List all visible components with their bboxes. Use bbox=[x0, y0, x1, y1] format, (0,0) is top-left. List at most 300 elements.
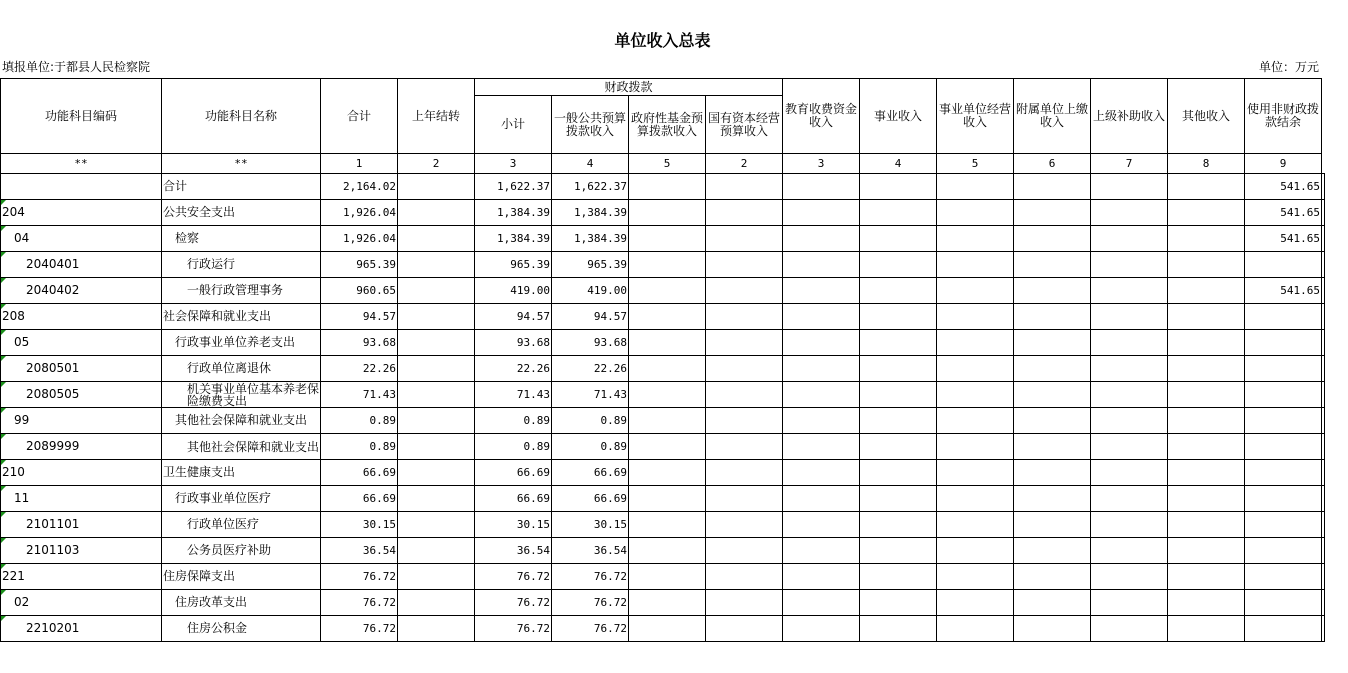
subtotal-cell[interactable]: 22.26 bbox=[475, 356, 552, 382]
affiliate-cell[interactable] bbox=[1014, 512, 1091, 538]
subtotal-cell[interactable]: 93.68 bbox=[475, 330, 552, 356]
business-cell[interactable] bbox=[860, 486, 937, 512]
general-budget-cell[interactable]: 1,384.39 bbox=[552, 200, 629, 226]
carry-cell[interactable] bbox=[398, 174, 475, 200]
empty-cell[interactable] bbox=[1168, 330, 1245, 356]
function-code-cell[interactable] bbox=[1, 174, 162, 200]
function-code-cell[interactable] bbox=[1, 252, 162, 278]
carry-cell[interactable] bbox=[398, 278, 475, 304]
edu-cell[interactable] bbox=[783, 278, 860, 304]
empty-cell[interactable] bbox=[1168, 174, 1245, 200]
affiliate-cell[interactable] bbox=[1014, 486, 1091, 512]
subtotal-cell[interactable]: 66.69 bbox=[475, 486, 552, 512]
superior-cell[interactable] bbox=[1091, 356, 1168, 382]
carry-cell[interactable] bbox=[398, 434, 475, 460]
operation-cell[interactable] bbox=[937, 278, 1014, 304]
state-capital-cell[interactable] bbox=[706, 174, 783, 200]
other-income-cell[interactable] bbox=[1245, 460, 1322, 486]
function-name-cell[interactable]: 卫生健康支出 bbox=[162, 460, 321, 486]
state-capital-cell[interactable] bbox=[706, 304, 783, 330]
operation-cell[interactable] bbox=[937, 590, 1014, 616]
gov-fund-cell[interactable] bbox=[629, 252, 706, 278]
operation-cell[interactable] bbox=[937, 486, 1014, 512]
other-income-cell[interactable] bbox=[1245, 590, 1322, 616]
subtotal-cell[interactable]: 1,622.37 bbox=[475, 174, 552, 200]
operation-cell[interactable] bbox=[937, 174, 1014, 200]
business-cell[interactable] bbox=[860, 512, 937, 538]
total-cell[interactable]: 0.89 bbox=[321, 408, 398, 434]
general-budget-cell[interactable]: 93.68 bbox=[552, 330, 629, 356]
function-name-cell[interactable]: 其他社会保障和就业支出 bbox=[162, 434, 321, 460]
carry-cell[interactable] bbox=[398, 486, 475, 512]
affiliate-cell[interactable] bbox=[1014, 564, 1091, 590]
edu-cell[interactable] bbox=[783, 356, 860, 382]
function-code-cell[interactable] bbox=[1, 304, 162, 330]
other-income-cell[interactable] bbox=[1245, 304, 1322, 330]
other-income-cell[interactable] bbox=[1245, 408, 1322, 434]
state-capital-cell[interactable] bbox=[706, 200, 783, 226]
state-capital-cell[interactable] bbox=[706, 460, 783, 486]
superior-cell[interactable] bbox=[1091, 590, 1168, 616]
edu-cell[interactable] bbox=[783, 174, 860, 200]
business-cell[interactable] bbox=[860, 434, 937, 460]
edu-cell[interactable] bbox=[783, 200, 860, 226]
carry-cell[interactable] bbox=[398, 304, 475, 330]
nonfiscal-cell[interactable] bbox=[1322, 356, 1325, 382]
carry-cell[interactable] bbox=[398, 200, 475, 226]
function-name-cell[interactable]: 行政事业单位养老支出 bbox=[162, 330, 321, 356]
business-cell[interactable] bbox=[860, 174, 937, 200]
nonfiscal-cell[interactable] bbox=[1322, 174, 1325, 200]
edu-cell[interactable] bbox=[783, 590, 860, 616]
function-name-cell[interactable]: 行政单位医疗 bbox=[162, 512, 321, 538]
affiliate-cell[interactable] bbox=[1014, 278, 1091, 304]
superior-cell[interactable] bbox=[1091, 252, 1168, 278]
nonfiscal-cell[interactable] bbox=[1322, 434, 1325, 460]
carry-cell[interactable] bbox=[398, 382, 475, 408]
function-code-cell[interactable] bbox=[1, 590, 162, 616]
function-code-cell[interactable] bbox=[1, 408, 162, 434]
edu-cell[interactable] bbox=[783, 330, 860, 356]
other-income-cell[interactable] bbox=[1245, 330, 1322, 356]
total-cell[interactable]: 1,926.04 bbox=[321, 200, 398, 226]
column-index-cell[interactable]: 3 bbox=[475, 154, 552, 174]
business-cell[interactable] bbox=[860, 278, 937, 304]
function-code-cell[interactable] bbox=[1, 512, 162, 538]
superior-cell[interactable] bbox=[1091, 330, 1168, 356]
business-cell[interactable] bbox=[860, 590, 937, 616]
function-name-cell[interactable]: 住房保障支出 bbox=[162, 564, 321, 590]
carry-cell[interactable] bbox=[398, 226, 475, 252]
function-name-cell[interactable]: 检察 bbox=[162, 226, 321, 252]
other-income-cell[interactable] bbox=[1245, 434, 1322, 460]
nonfiscal-cell[interactable] bbox=[1322, 538, 1325, 564]
gov-fund-cell[interactable] bbox=[629, 512, 706, 538]
subtotal-cell[interactable]: 30.15 bbox=[475, 512, 552, 538]
total-cell[interactable]: 76.72 bbox=[321, 616, 398, 642]
function-name-cell[interactable]: 机关事业单位基本养老保险缴费支出 bbox=[162, 382, 321, 408]
affiliate-cell[interactable] bbox=[1014, 538, 1091, 564]
edu-cell[interactable] bbox=[783, 434, 860, 460]
general-budget-cell[interactable]: 36.54 bbox=[552, 538, 629, 564]
empty-cell[interactable] bbox=[1168, 538, 1245, 564]
state-capital-cell[interactable] bbox=[706, 252, 783, 278]
nonfiscal-cell[interactable] bbox=[1322, 278, 1325, 304]
subtotal-cell[interactable]: 36.54 bbox=[475, 538, 552, 564]
column-index-cell[interactable]: 5 bbox=[629, 154, 706, 174]
gov-fund-cell[interactable] bbox=[629, 304, 706, 330]
gov-fund-cell[interactable] bbox=[629, 538, 706, 564]
state-capital-cell[interactable] bbox=[706, 330, 783, 356]
superior-cell[interactable] bbox=[1091, 200, 1168, 226]
affiliate-cell[interactable] bbox=[1014, 200, 1091, 226]
edu-cell[interactable] bbox=[783, 616, 860, 642]
state-capital-cell[interactable] bbox=[706, 434, 783, 460]
function-code-cell[interactable] bbox=[1, 330, 162, 356]
general-budget-cell[interactable]: 30.15 bbox=[552, 512, 629, 538]
total-cell[interactable]: 71.43 bbox=[321, 382, 398, 408]
general-budget-cell[interactable]: 66.69 bbox=[552, 460, 629, 486]
function-code-cell[interactable] bbox=[1, 564, 162, 590]
affiliate-cell[interactable] bbox=[1014, 408, 1091, 434]
gov-fund-cell[interactable] bbox=[629, 382, 706, 408]
superior-cell[interactable] bbox=[1091, 174, 1168, 200]
operation-cell[interactable] bbox=[937, 382, 1014, 408]
business-cell[interactable] bbox=[860, 304, 937, 330]
state-capital-cell[interactable] bbox=[706, 564, 783, 590]
column-index-cell[interactable]: 6 bbox=[1014, 154, 1091, 174]
carry-cell[interactable] bbox=[398, 512, 475, 538]
affiliate-cell[interactable] bbox=[1014, 356, 1091, 382]
other-income-cell[interactable] bbox=[1245, 382, 1322, 408]
empty-cell[interactable] bbox=[1168, 252, 1245, 278]
general-budget-cell[interactable]: 76.72 bbox=[552, 616, 629, 642]
edu-cell[interactable] bbox=[783, 512, 860, 538]
general-budget-cell[interactable]: 71.43 bbox=[552, 382, 629, 408]
gov-fund-cell[interactable] bbox=[629, 486, 706, 512]
gov-fund-cell[interactable] bbox=[629, 174, 706, 200]
total-cell[interactable]: 94.57 bbox=[321, 304, 398, 330]
carry-cell[interactable] bbox=[398, 330, 475, 356]
subtotal-cell[interactable]: 66.69 bbox=[475, 460, 552, 486]
superior-cell[interactable] bbox=[1091, 486, 1168, 512]
empty-cell[interactable] bbox=[1168, 382, 1245, 408]
function-code-cell[interactable] bbox=[1, 226, 162, 252]
state-capital-cell[interactable] bbox=[706, 226, 783, 252]
function-name-cell[interactable]: 一般行政管理事务 bbox=[162, 278, 321, 304]
nonfiscal-cell[interactable] bbox=[1322, 200, 1325, 226]
nonfiscal-cell[interactable] bbox=[1322, 564, 1325, 590]
state-capital-cell[interactable] bbox=[706, 486, 783, 512]
gov-fund-cell[interactable] bbox=[629, 330, 706, 356]
function-code-cell[interactable] bbox=[1, 200, 162, 226]
column-index-cell[interactable]: ** bbox=[1, 154, 162, 174]
general-budget-cell[interactable]: 0.89 bbox=[552, 434, 629, 460]
empty-cell[interactable] bbox=[1168, 200, 1245, 226]
empty-cell[interactable] bbox=[1168, 434, 1245, 460]
subtotal-cell[interactable]: 1,384.39 bbox=[475, 200, 552, 226]
column-index-cell[interactable]: 7 bbox=[1091, 154, 1168, 174]
total-cell[interactable]: 76.72 bbox=[321, 590, 398, 616]
operation-cell[interactable] bbox=[937, 512, 1014, 538]
empty-cell[interactable] bbox=[1168, 486, 1245, 512]
business-cell[interactable] bbox=[860, 408, 937, 434]
business-cell[interactable] bbox=[860, 200, 937, 226]
other-income-cell[interactable]: 541.65 bbox=[1245, 226, 1322, 252]
column-index-cell[interactable]: 5 bbox=[937, 154, 1014, 174]
subtotal-cell[interactable]: 1,384.39 bbox=[475, 226, 552, 252]
gov-fund-cell[interactable] bbox=[629, 356, 706, 382]
column-index-cell[interactable]: 9 bbox=[1245, 154, 1322, 174]
nonfiscal-cell[interactable] bbox=[1322, 408, 1325, 434]
function-name-cell[interactable]: 行政事业单位医疗 bbox=[162, 486, 321, 512]
function-code-cell[interactable] bbox=[1, 278, 162, 304]
total-cell[interactable]: 2,164.02 bbox=[321, 174, 398, 200]
operation-cell[interactable] bbox=[937, 226, 1014, 252]
edu-cell[interactable] bbox=[783, 252, 860, 278]
carry-cell[interactable] bbox=[398, 590, 475, 616]
gov-fund-cell[interactable] bbox=[629, 226, 706, 252]
general-budget-cell[interactable]: 419.00 bbox=[552, 278, 629, 304]
function-name-cell[interactable]: 合计 bbox=[162, 174, 321, 200]
empty-cell[interactable] bbox=[1168, 356, 1245, 382]
other-income-cell[interactable] bbox=[1245, 486, 1322, 512]
general-budget-cell[interactable]: 66.69 bbox=[552, 486, 629, 512]
column-index-cell[interactable]: ** bbox=[162, 154, 321, 174]
gov-fund-cell[interactable] bbox=[629, 590, 706, 616]
business-cell[interactable] bbox=[860, 252, 937, 278]
affiliate-cell[interactable] bbox=[1014, 252, 1091, 278]
subtotal-cell[interactable]: 94.57 bbox=[475, 304, 552, 330]
function-name-cell[interactable]: 公务员医疗补助 bbox=[162, 538, 321, 564]
function-name-cell[interactable]: 公共安全支出 bbox=[162, 200, 321, 226]
function-name-cell[interactable]: 社会保障和就业支出 bbox=[162, 304, 321, 330]
subtotal-cell[interactable]: 0.89 bbox=[475, 408, 552, 434]
column-index-cell[interactable]: 3 bbox=[783, 154, 860, 174]
function-code-cell[interactable] bbox=[1, 486, 162, 512]
affiliate-cell[interactable] bbox=[1014, 304, 1091, 330]
affiliate-cell[interactable] bbox=[1014, 590, 1091, 616]
operation-cell[interactable] bbox=[937, 460, 1014, 486]
carry-cell[interactable] bbox=[398, 564, 475, 590]
total-cell[interactable]: 36.54 bbox=[321, 538, 398, 564]
empty-cell[interactable] bbox=[1168, 226, 1245, 252]
subtotal-cell[interactable]: 76.72 bbox=[475, 590, 552, 616]
superior-cell[interactable] bbox=[1091, 538, 1168, 564]
edu-cell[interactable] bbox=[783, 460, 860, 486]
function-code-cell[interactable] bbox=[1, 434, 162, 460]
nonfiscal-cell[interactable] bbox=[1322, 226, 1325, 252]
general-budget-cell[interactable]: 22.26 bbox=[552, 356, 629, 382]
empty-cell[interactable] bbox=[1168, 278, 1245, 304]
affiliate-cell[interactable] bbox=[1014, 174, 1091, 200]
nonfiscal-cell[interactable] bbox=[1322, 304, 1325, 330]
gov-fund-cell[interactable] bbox=[629, 434, 706, 460]
function-name-cell[interactable]: 行政单位离退休 bbox=[162, 356, 321, 382]
nonfiscal-cell[interactable] bbox=[1322, 330, 1325, 356]
other-income-cell[interactable]: 541.65 bbox=[1245, 174, 1322, 200]
gov-fund-cell[interactable] bbox=[629, 564, 706, 590]
superior-cell[interactable] bbox=[1091, 564, 1168, 590]
affiliate-cell[interactable] bbox=[1014, 330, 1091, 356]
subtotal-cell[interactable]: 76.72 bbox=[475, 616, 552, 642]
affiliate-cell[interactable] bbox=[1014, 226, 1091, 252]
affiliate-cell[interactable] bbox=[1014, 616, 1091, 642]
total-cell[interactable]: 66.69 bbox=[321, 486, 398, 512]
superior-cell[interactable] bbox=[1091, 278, 1168, 304]
other-income-cell[interactable]: 541.65 bbox=[1245, 278, 1322, 304]
other-income-cell[interactable] bbox=[1245, 564, 1322, 590]
superior-cell[interactable] bbox=[1091, 226, 1168, 252]
superior-cell[interactable] bbox=[1091, 434, 1168, 460]
total-cell[interactable]: 960.65 bbox=[321, 278, 398, 304]
carry-cell[interactable] bbox=[398, 460, 475, 486]
carry-cell[interactable] bbox=[398, 616, 475, 642]
column-index-cell[interactable]: 4 bbox=[552, 154, 629, 174]
gov-fund-cell[interactable] bbox=[629, 616, 706, 642]
function-name-cell[interactable]: 住房公积金 bbox=[162, 616, 321, 642]
affiliate-cell[interactable] bbox=[1014, 382, 1091, 408]
empty-cell[interactable] bbox=[1168, 590, 1245, 616]
state-capital-cell[interactable] bbox=[706, 408, 783, 434]
column-index-cell[interactable]: 2 bbox=[706, 154, 783, 174]
function-code-cell[interactable] bbox=[1, 460, 162, 486]
state-capital-cell[interactable] bbox=[706, 538, 783, 564]
business-cell[interactable] bbox=[860, 330, 937, 356]
nonfiscal-cell[interactable] bbox=[1322, 252, 1325, 278]
superior-cell[interactable] bbox=[1091, 304, 1168, 330]
total-cell[interactable]: 76.72 bbox=[321, 564, 398, 590]
superior-cell[interactable] bbox=[1091, 408, 1168, 434]
operation-cell[interactable] bbox=[937, 434, 1014, 460]
column-index-cell[interactable]: 8 bbox=[1168, 154, 1245, 174]
other-income-cell[interactable] bbox=[1245, 538, 1322, 564]
general-budget-cell[interactable]: 76.72 bbox=[552, 590, 629, 616]
other-income-cell[interactable]: 541.65 bbox=[1245, 200, 1322, 226]
nonfiscal-cell[interactable] bbox=[1322, 460, 1325, 486]
subtotal-cell[interactable]: 419.00 bbox=[475, 278, 552, 304]
edu-cell[interactable] bbox=[783, 382, 860, 408]
nonfiscal-cell[interactable] bbox=[1322, 512, 1325, 538]
carry-cell[interactable] bbox=[398, 252, 475, 278]
business-cell[interactable] bbox=[860, 564, 937, 590]
other-income-cell[interactable] bbox=[1245, 252, 1322, 278]
superior-cell[interactable] bbox=[1091, 460, 1168, 486]
carry-cell[interactable] bbox=[398, 538, 475, 564]
gov-fund-cell[interactable] bbox=[629, 460, 706, 486]
subtotal-cell[interactable]: 0.89 bbox=[475, 434, 552, 460]
state-capital-cell[interactable] bbox=[706, 512, 783, 538]
gov-fund-cell[interactable] bbox=[629, 278, 706, 304]
function-code-cell[interactable] bbox=[1, 616, 162, 642]
general-budget-cell[interactable]: 0.89 bbox=[552, 408, 629, 434]
total-cell[interactable]: 0.89 bbox=[321, 434, 398, 460]
business-cell[interactable] bbox=[860, 226, 937, 252]
operation-cell[interactable] bbox=[937, 252, 1014, 278]
nonfiscal-cell[interactable] bbox=[1322, 590, 1325, 616]
other-income-cell[interactable] bbox=[1245, 512, 1322, 538]
edu-cell[interactable] bbox=[783, 304, 860, 330]
function-code-cell[interactable] bbox=[1, 538, 162, 564]
business-cell[interactable] bbox=[860, 356, 937, 382]
operation-cell[interactable] bbox=[937, 356, 1014, 382]
general-budget-cell[interactable]: 1,384.39 bbox=[552, 226, 629, 252]
business-cell[interactable] bbox=[860, 460, 937, 486]
total-cell[interactable]: 93.68 bbox=[321, 330, 398, 356]
total-cell[interactable]: 22.26 bbox=[321, 356, 398, 382]
nonfiscal-cell[interactable] bbox=[1322, 616, 1325, 642]
edu-cell[interactable] bbox=[783, 226, 860, 252]
column-index-cell[interactable]: 2 bbox=[398, 154, 475, 174]
other-income-cell[interactable] bbox=[1245, 616, 1322, 642]
operation-cell[interactable] bbox=[937, 330, 1014, 356]
business-cell[interactable] bbox=[860, 382, 937, 408]
subtotal-cell[interactable]: 71.43 bbox=[475, 382, 552, 408]
state-capital-cell[interactable] bbox=[706, 616, 783, 642]
state-capital-cell[interactable] bbox=[706, 356, 783, 382]
affiliate-cell[interactable] bbox=[1014, 460, 1091, 486]
superior-cell[interactable] bbox=[1091, 382, 1168, 408]
superior-cell[interactable] bbox=[1091, 616, 1168, 642]
nonfiscal-cell[interactable] bbox=[1322, 382, 1325, 408]
general-budget-cell[interactable]: 76.72 bbox=[552, 564, 629, 590]
function-code-cell[interactable] bbox=[1, 356, 162, 382]
column-index-cell[interactable]: 4 bbox=[860, 154, 937, 174]
affiliate-cell[interactable] bbox=[1014, 434, 1091, 460]
operation-cell[interactable] bbox=[937, 616, 1014, 642]
operation-cell[interactable] bbox=[937, 538, 1014, 564]
gov-fund-cell[interactable] bbox=[629, 408, 706, 434]
other-income-cell[interactable] bbox=[1245, 356, 1322, 382]
edu-cell[interactable] bbox=[783, 408, 860, 434]
business-cell[interactable] bbox=[860, 538, 937, 564]
operation-cell[interactable] bbox=[937, 200, 1014, 226]
general-budget-cell[interactable]: 1,622.37 bbox=[552, 174, 629, 200]
edu-cell[interactable] bbox=[783, 538, 860, 564]
empty-cell[interactable] bbox=[1168, 460, 1245, 486]
gov-fund-cell[interactable] bbox=[629, 200, 706, 226]
operation-cell[interactable] bbox=[937, 304, 1014, 330]
carry-cell[interactable] bbox=[398, 408, 475, 434]
business-cell[interactable] bbox=[860, 616, 937, 642]
state-capital-cell[interactable] bbox=[706, 590, 783, 616]
carry-cell[interactable] bbox=[398, 356, 475, 382]
nonfiscal-cell[interactable] bbox=[1322, 486, 1325, 512]
operation-cell[interactable] bbox=[937, 408, 1014, 434]
total-cell[interactable]: 66.69 bbox=[321, 460, 398, 486]
state-capital-cell[interactable] bbox=[706, 278, 783, 304]
subtotal-cell[interactable]: 965.39 bbox=[475, 252, 552, 278]
empty-cell[interactable] bbox=[1168, 408, 1245, 434]
function-code-cell[interactable] bbox=[1, 382, 162, 408]
edu-cell[interactable] bbox=[783, 486, 860, 512]
general-budget-cell[interactable]: 965.39 bbox=[552, 252, 629, 278]
function-name-cell[interactable]: 其他社会保障和就业支出 bbox=[162, 408, 321, 434]
total-cell[interactable]: 965.39 bbox=[321, 252, 398, 278]
empty-cell[interactable] bbox=[1168, 512, 1245, 538]
operation-cell[interactable] bbox=[937, 564, 1014, 590]
general-budget-cell[interactable]: 94.57 bbox=[552, 304, 629, 330]
empty-cell[interactable] bbox=[1168, 564, 1245, 590]
function-name-cell[interactable]: 行政运行 bbox=[162, 252, 321, 278]
empty-cell[interactable] bbox=[1168, 616, 1245, 642]
total-cell[interactable]: 30.15 bbox=[321, 512, 398, 538]
column-index-cell[interactable]: 1 bbox=[321, 154, 398, 174]
state-capital-cell[interactable] bbox=[706, 382, 783, 408]
subtotal-cell[interactable]: 76.72 bbox=[475, 564, 552, 590]
edu-cell[interactable] bbox=[783, 564, 860, 590]
superior-cell[interactable] bbox=[1091, 512, 1168, 538]
